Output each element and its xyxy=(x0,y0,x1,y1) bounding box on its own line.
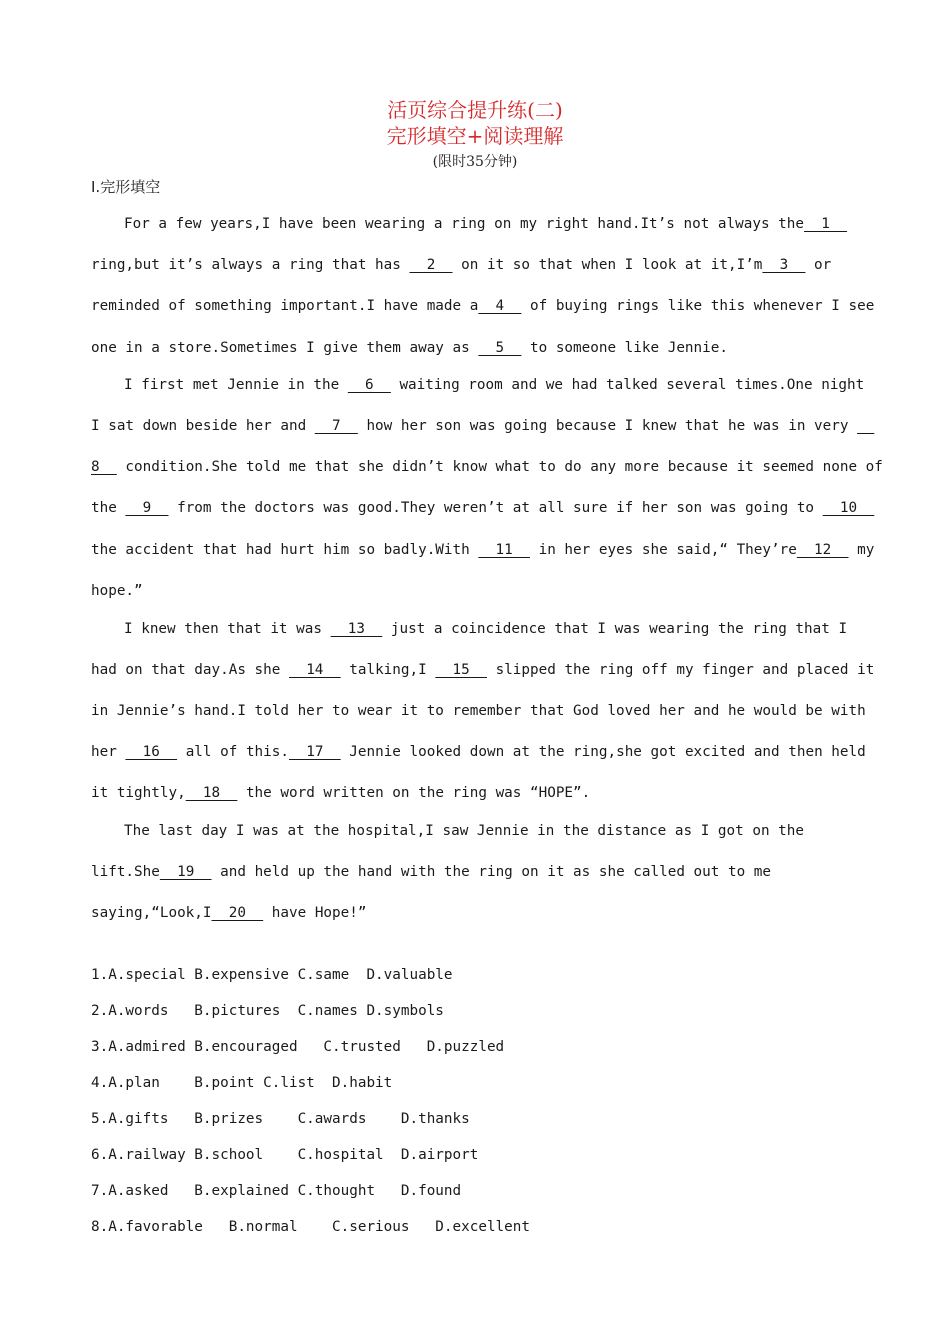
blank-15: 15 xyxy=(435,662,487,678)
passage-line: in Jennie’s hand.I told her to wear it to remember that God loved her and he would be with xyxy=(91,703,866,719)
blank-11: 11 xyxy=(478,542,530,558)
question-3-options: 3.A.admired B.encouraged C.trusted D.puzzled xyxy=(91,1039,505,1055)
passage-line: her 16 all of this. 17 Jennie looked down at the ring,she got excited and then held xyxy=(91,744,866,760)
section-heading: I.完形填空 xyxy=(91,178,161,196)
passage-line: had on that day.As she 14 talking,I 15 slipped the ring off my finger and placed it xyxy=(91,662,875,678)
question-2-options: 2.A.words B.pictures C.names D.symbols xyxy=(91,1003,444,1019)
passage-line: I knew then that it was 13 just a coincidence that I was wearing the ring that I xyxy=(124,621,848,637)
blank-19: 19 xyxy=(159,864,212,880)
passage-line: saying,“Look,I 20 have Hope!” xyxy=(91,905,367,921)
question-1-options: 1.A.special B.expensive C.same D.valuable xyxy=(91,967,453,983)
blank-16: 16 xyxy=(125,744,178,760)
passage-line: hope.” xyxy=(91,583,143,599)
passage-line: the accident that had hurt him so badly.With 11 in her eyes she said,“ They’re 12 my xyxy=(91,542,875,558)
worksheet-subtitle: 完形填空+阅读理解 xyxy=(386,124,564,148)
passage-line: I sat down beside her and 7 how her son was going because I knew that he was in very xyxy=(91,416,861,436)
passage-line: For a few years,I have been wearing a ring on my right hand.It’s not always the 1 xyxy=(124,216,848,232)
passage-line: reminded of something important.I have made a 4 of buying rings like this whenever I see xyxy=(91,298,875,314)
question-8-options: 8.A.favorable B.normal C.serious D.excellent xyxy=(91,1219,530,1235)
question-5-options: 5.A.gifts B.prizes C.awards D.thanks xyxy=(91,1111,470,1127)
blank-13: 13 xyxy=(330,621,383,637)
blank-12: 12 xyxy=(796,542,849,558)
passage-line: 8 condition.She told me that she didn’t know what to do any more because it seemed none of xyxy=(91,459,883,475)
blank-7: 7 xyxy=(314,418,358,434)
time-limit: (限时35分钟) xyxy=(432,154,518,170)
passage-line: I first met Jennie in the 6 waiting room and we had talked several times.One night xyxy=(124,377,865,393)
blank-8-part xyxy=(857,416,874,436)
blank-10: 10 xyxy=(822,500,875,516)
blank-18: 18 xyxy=(185,785,238,801)
blank-6: 6 xyxy=(347,377,391,393)
question-4-options: 4.A.plan B.point C.list D.habit xyxy=(91,1075,393,1091)
question-7-options: 7.A.asked B.explained C.thought D.found xyxy=(91,1183,462,1199)
blank-8: 8 xyxy=(91,459,117,475)
passage-line: it tightly, 18 the word written on the ring was “HOPE”. xyxy=(91,785,591,801)
blank-1: 1 xyxy=(804,216,848,232)
passage-line: one in a store.Sometimes I give them away as 5 to someone like Jennie. xyxy=(91,340,728,356)
blank-4: 4 xyxy=(478,298,522,314)
blank-2: 2 xyxy=(409,257,453,273)
passage-line: ring,but it’s always a ring that has 2 on it so that when I look at it,I’m 3 or xyxy=(91,257,832,273)
passage-line: lift.She 19 and held up the hand with the ring on it as she called out to me xyxy=(91,864,772,880)
blank-3: 3 xyxy=(762,257,806,273)
worksheet-title: 活页综合提升练(二) xyxy=(387,98,563,122)
blank-20: 20 xyxy=(211,905,264,921)
question-6-options: 6.A.railway B.school C.hospital D.airport xyxy=(91,1147,479,1163)
passage-line: the 9 from the doctors was good.They weren’t at all sure if her son was going to 10 xyxy=(91,500,875,516)
blank-9: 9 xyxy=(125,500,169,516)
passage-line: The last day I was at the hospital,I saw Jennie in the distance as I got on the xyxy=(124,823,804,839)
blank-17: 17 xyxy=(289,744,341,760)
blank-14: 14 xyxy=(288,662,341,678)
blank-5: 5 xyxy=(478,340,522,356)
